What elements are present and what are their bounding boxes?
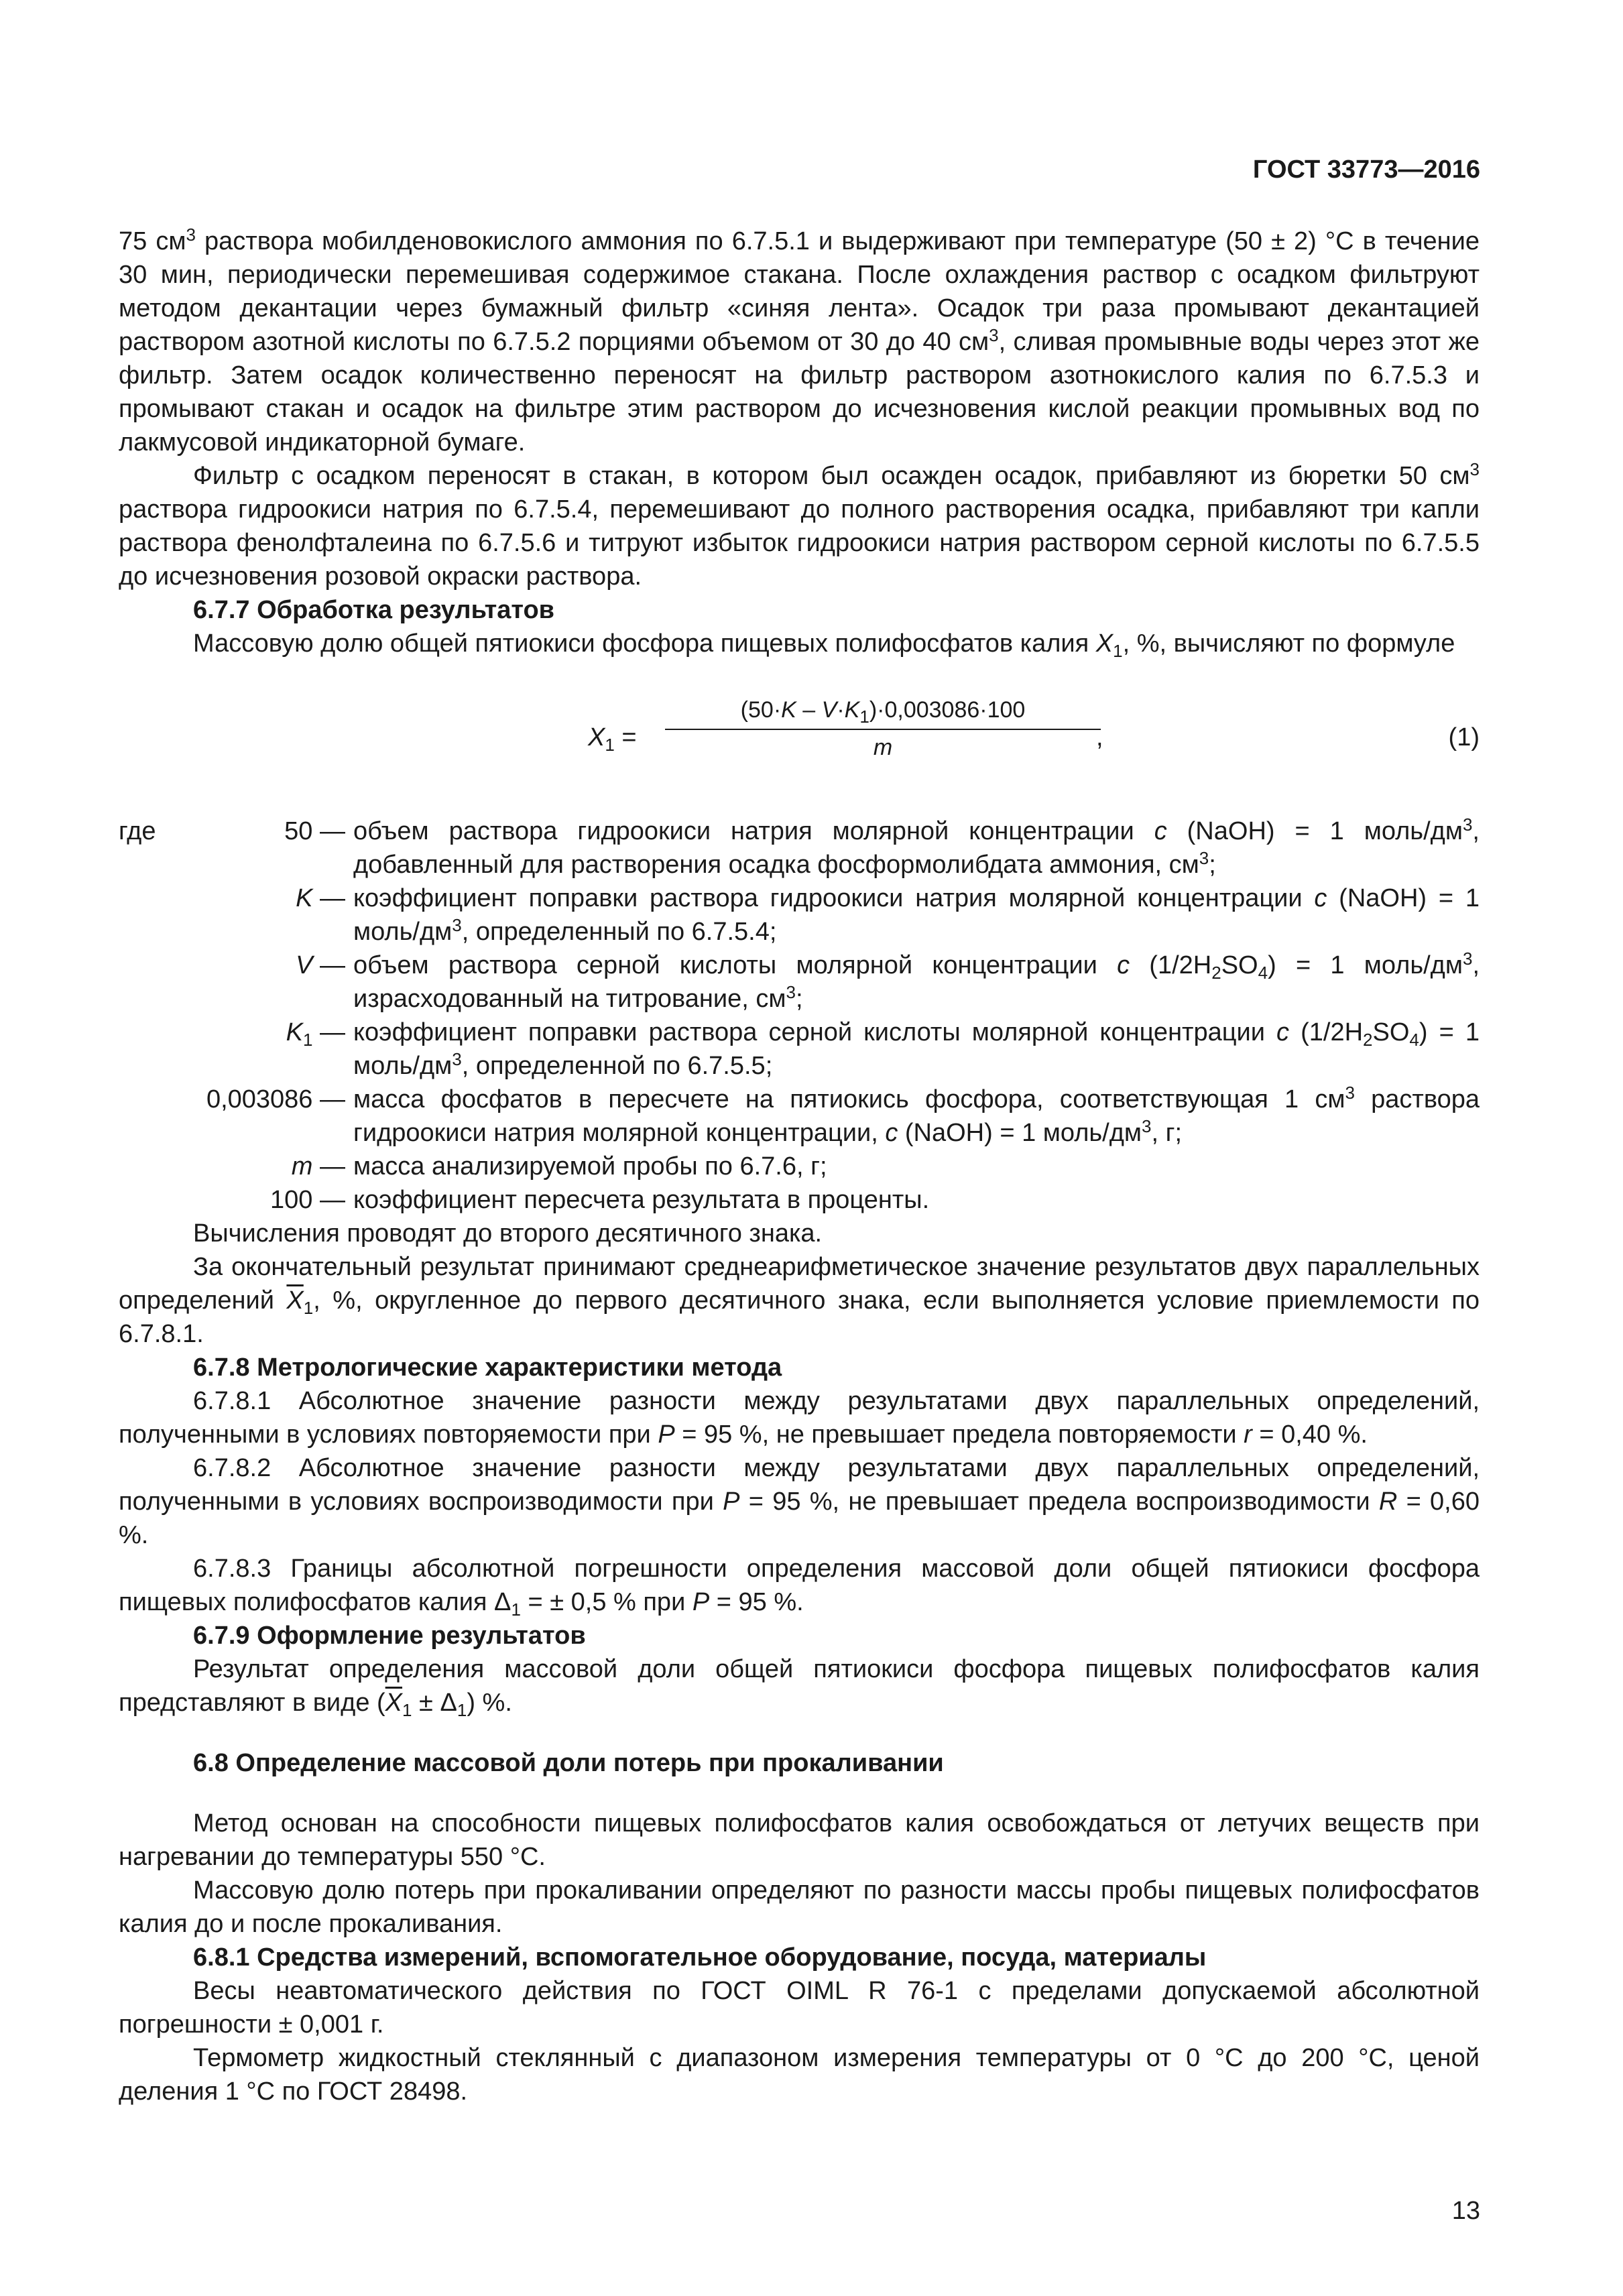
formula-legend	[119, 814, 1480, 1250]
page-number: 13	[1451, 2197, 1480, 2225]
paragraph-6-7-8-1: 6.7.8.1 Абсолютное значение разности между результатами двух параллельных определений, полученными в условиях повторяемости при P = 95 %, не превышает предела повторяемости r = 0,40 %.	[119, 1387, 1480, 1449]
formula-numerator: $(50\cdot K - V\cdot K_1)\cdot 0,003086\cdot 100$	[665, 695, 1101, 730]
paragraph-6-7-9: Результат определения массовой доли общей пятиокиси фосфора пищевых полифосфатов калия представляют в виде $(\overline{X}_1 \pm \Delta_1)$ %.	[119, 1655, 1480, 1720]
legend-desc: масса анализируемой пробы по 6.7.6, г;	[353, 1152, 827, 1181]
paragraph-3: Массовую долю общей пятиокиси фосфора пищевых полифосфатов калия $X_1$, %, вычисляют по формуле	[193, 629, 1455, 661]
formula-comma: ,	[1096, 723, 1103, 751]
legend-row-100	[119, 1183, 1480, 1217]
paragraph-6-8-1-b: Термометр жидкостный стеклянный с диапазоном измерения температуры от 0 °С до 200 °С, ценой деления 1 °С по ГОСТ 28498.	[119, 2044, 1480, 2106]
heading-6-7-8: 6.7.8 Метрологические характеристики метода	[193, 1353, 782, 1382]
legend-key: K —	[296, 884, 345, 912]
paragraph-6-7-8-2: 6.7.8.2 Абсолютное значение разности между результатами двух параллельных определений, полученными в условиях воспроизводимости при P = 95 %, не превышает предела воспроизводимости R = 0,60 %.	[119, 1454, 1480, 1549]
legend-desc: объем раствора серной кислоты молярной концентрации c $(1/2H_2SO_4) = 1$ моль/$дм^3$, израсходованный на титрование, $см^3$;	[353, 949, 1480, 1013]
paragraph-2: Фильтр с осадком переносят в стакан, в котором был осажден осадок, прибавляют из бюретки 50 $см^3$ раствора гидроокиси натрия по 6.7.5.4, перемешивают до полного растворения осадка, прибавляют три капли раствора фенолфталеина по 6.7.5.6 и титруют избыток гидроокиси натрия раствором серной кислоты по 6.7.5.5 до исчезновения розовой окраски раствора.	[119, 459, 1480, 591]
page-content	[119, 225, 1480, 2108]
formula-1	[119, 687, 1480, 788]
legend-row-0003086	[119, 1083, 1480, 1150]
legend-desc: масса фосфатов в пересчете на пятиокись фосфора, соответствующая 1 $см^3$ раствора гидроокиси натрия молярной концентрации, c (NaOH) = 1 моль/$дм^3$, г;	[353, 1083, 1480, 1147]
legend-key: 100 —	[270, 1186, 345, 1214]
legend-desc: коэффициент пересчета результата в проценты.	[353, 1186, 930, 1214]
paragraph-4: За окончательный результат принимают среднеарифметическое значение результатов двух параллельных определений $\overline{X}_1$, %, округленное до первого десятичного знака, если выполняется условие приемлемости по 6.7.8.1.	[119, 1253, 1480, 1348]
legend-row-V	[119, 949, 1480, 1016]
legend-row-m	[119, 1150, 1480, 1183]
legend-row-K	[119, 882, 1480, 949]
formula-number: (1)	[1448, 723, 1480, 751]
calc-note: Вычисления проводят до второго десятичного знака.	[193, 1219, 823, 1248]
doc-code: ГОСТ 33773—2016	[1252, 156, 1480, 184]
legend-row-K1	[119, 1016, 1480, 1083]
legend-desc: коэффициент поправки раствора серной кислоты молярной концентрации c $(1/2H_2SO_4) = 1$ моль/$дм^3$, определенной по 6.7.5.5;	[353, 1018, 1480, 1080]
legend-key: $K_1$ —	[286, 1018, 345, 1050]
legend-key: 50 —	[284, 817, 345, 845]
legend-desc: коэффициент поправки раствора гидроокиси натрия молярной концентрации c (NaOH) = 1 моль/$дм^3$, определенный по 6.7.5.4;	[353, 884, 1480, 946]
legend-row-50	[119, 814, 1480, 882]
legend-desc: объем раствора гидроокиси натрия молярной концентрации c (NaOH) = 1 моль/$дм^3$, добавленный для растворения осадка фосформолибдата аммония, $см^3$;	[353, 814, 1480, 879]
formula-denominator: m	[873, 735, 893, 760]
paragraph-6-8-1-a: Весы неавтоматического действия по ГОСТ OIML R 76-1 с пределами допускаемой абсолютной погрешности ± 0,001 г.	[119, 1977, 1480, 2039]
heading-6-7-9: 6.7.9 Оформление результатов	[193, 1622, 586, 1650]
paragraph-1: 75 $см^3$ раствора мобилденовокислого аммония по 6.7.5.1 и выдерживают при температуре (50 ± 2) °С в течение 30 мин, периодически перемешивая содержимое стакана. После охлаждения раствор с осадком фильтруют методом декантации через бумажный фильтр «синяя лента». Осадок три раза промывают декантацией раствором азотной кислоты по 6.7.5.2 порциями объемом от 30 до 40 $см^3$, сливая промывные воды через этот же фильтр. Затем осадок количественно переносят на фильтр раствором азотнокислого калия по 6.7.5.3 и промывают стакан и осадок на фильтре этим раствором до исчезновения кислой реакции промывных вод по лакмусовой индикаторной бумаге.	[119, 225, 1480, 457]
heading-6-7-7: 6.7.7 Обработка результатов	[193, 596, 555, 624]
legend-where: где	[119, 817, 156, 845]
paragraph-6-8-a: Метод основан на способности пищевых полифосфатов калия освобождаться от летучих веществ при нагревании до температуры 550 °С.	[119, 1809, 1480, 1871]
legend-key: 0,003086 —	[206, 1085, 345, 1113]
heading-6-8: 6.8 Определение массовой доли потерь при прокаливании	[193, 1749, 944, 1777]
paragraph-6-7-8-3: 6.7.8.3 Границы абсолютной погрешности определения массовой доли общей пятиокиси фосфора пищевых полифосфатов калия $\Delta_1$ = ± 0,5 % при P = 95 %.	[119, 1555, 1480, 1620]
legend-key: m —	[291, 1152, 345, 1181]
paragraph-6-8-b: Массовую долю потерь при прокаливании определяют по разности массы пробы пищевых полифосфатов калия до и после прокаливания.	[119, 1876, 1480, 1938]
formula-fraction	[665, 695, 1101, 762]
heading-6-8-1: 6.8.1 Средства измерений, вспомогательное оборудование, посуда, материалы	[193, 1943, 1207, 1972]
formula-lhs: $X_1$ =	[588, 723, 637, 755]
legend-key: V —	[296, 951, 345, 979]
